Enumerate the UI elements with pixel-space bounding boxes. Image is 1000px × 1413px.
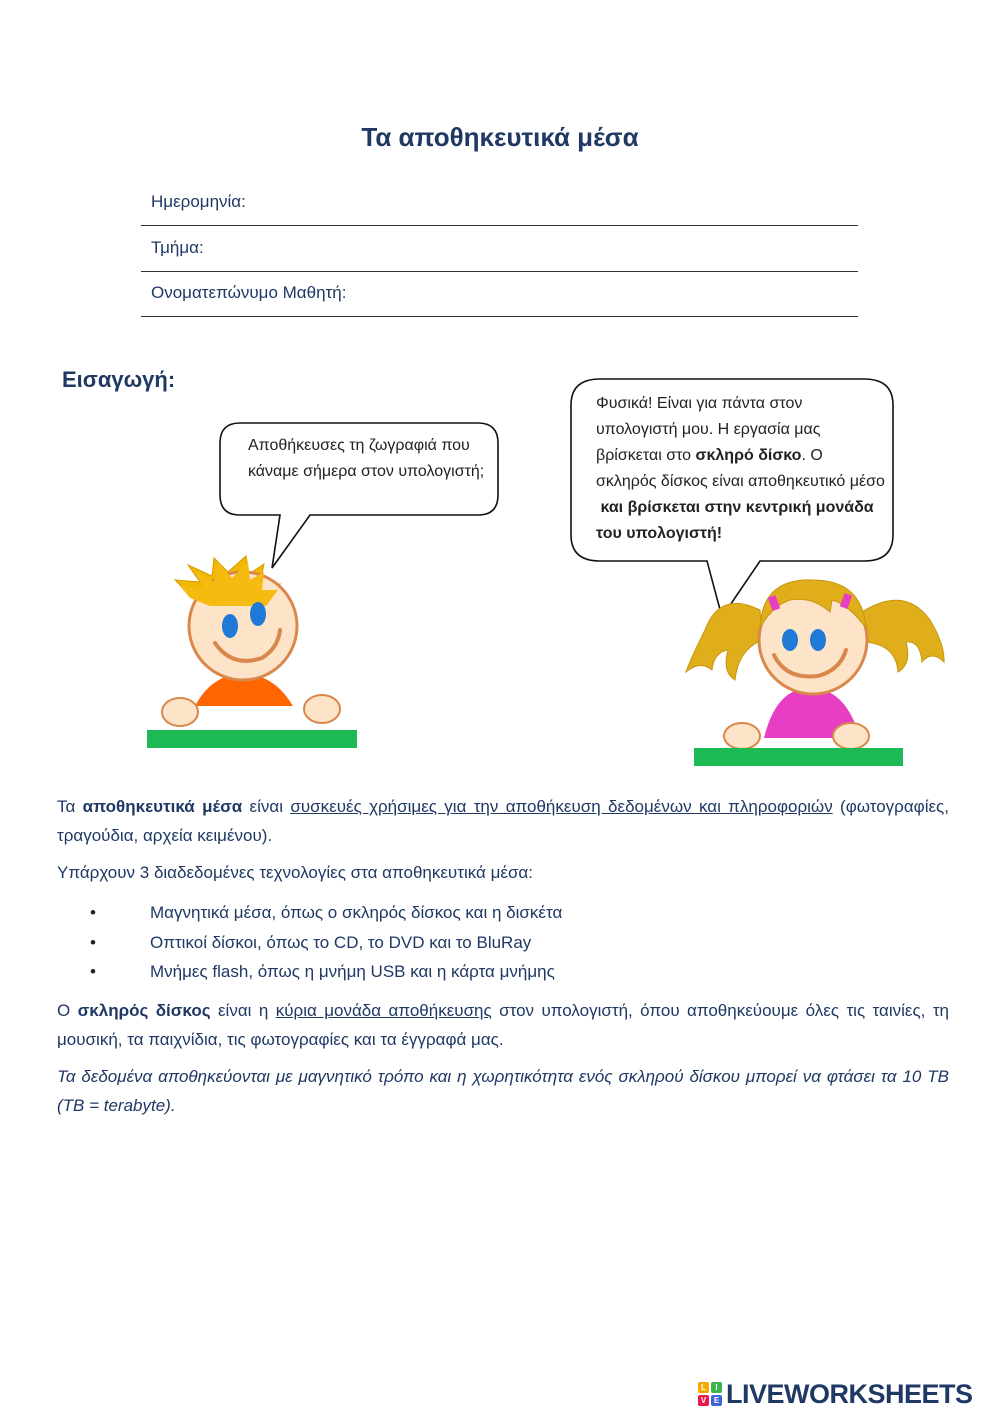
- boy-left-hand: [162, 698, 198, 726]
- para1-pre: Τα: [57, 797, 83, 816]
- boy-left-eye: [222, 614, 238, 638]
- list-item: [90, 898, 950, 928]
- date-field[interactable]: [141, 180, 858, 226]
- boy-speech-text: Αποθήκευσες τη ζωγραφιά που κάναμε σήμερα στον υπολογιστή;: [248, 437, 485, 480]
- girl-left-hand: [724, 723, 760, 749]
- para3-mid: είναι η: [210, 1001, 276, 1020]
- technologies-list: [90, 898, 950, 987]
- class-field[interactable]: [141, 226, 858, 272]
- liveworksheets-wordmark: LIVEWORKSHEETS: [726, 1378, 973, 1409]
- girl-speech-bold1: σκληρό δίσκο: [695, 447, 802, 464]
- list-item-text: Μαγνητικά μέσα, όπως ο σκληρός δίσκος και η δισκέτα: [150, 903, 563, 922]
- girl-right-hand: [833, 723, 869, 749]
- para1-mid: είναι: [242, 797, 291, 816]
- bullet-icon: •: [90, 962, 96, 981]
- student-name-field[interactable]: [141, 271, 858, 317]
- liveworksheets-logo-icon: [698, 1382, 722, 1406]
- girl-table: [694, 748, 903, 766]
- girl-left-eye: [782, 629, 798, 651]
- para3-bold: σκληρός δίσκος: [77, 1001, 211, 1020]
- girl-speech-text: [596, 391, 886, 547]
- para1-underline: συσκευές χρήσιμες για την αποθήκευση δεδομένων και πληροφοριών: [290, 797, 833, 816]
- girl-character: [686, 580, 944, 766]
- logo-letter: V: [698, 1395, 709, 1406]
- boy-character: [147, 556, 357, 748]
- page-title: Τα αποθηκευτικά μέσα: [361, 122, 639, 152]
- girl-right-eye: [810, 629, 826, 651]
- girl-speech-bold2: και βρίσκεται στην κεντρική μονάδα του υπολογιστή!: [596, 499, 874, 542]
- class-label: Τμήμα:: [151, 238, 204, 257]
- student-name-label: Ονοματεπώνυμο Μαθητή:: [151, 283, 347, 302]
- liveworksheets-logo[interactable]: [698, 1380, 973, 1408]
- girl-speech-part1: Φυσικά! Είναι για πάντα στον υπολογιστή μου. Η εργασία μας βρίσκεται στο: [596, 395, 821, 464]
- technologies-intro: Υπάρχουν 3 διαδεδομένες τεχνολογίες στα αποθηκευτικά μέσα:: [57, 863, 533, 882]
- girl-speech-part2: . Ο σκληρός δίσκος είναι αποθηκευτικό μέσο: [596, 447, 885, 490]
- list-item: [90, 928, 950, 958]
- logo-letter: E: [711, 1395, 722, 1406]
- para1-post: (φωτογραφίες, τραγούδια, αρχεία κειμένου).: [57, 797, 949, 845]
- storage-definition-paragraph: [57, 792, 949, 850]
- list-item: [90, 957, 950, 987]
- logo-letter: I: [711, 1382, 722, 1393]
- para1-bold: αποθηκευτικά μέσα: [82, 797, 243, 816]
- boy-right-eye: [250, 602, 266, 626]
- hard-disk-paragraph: [57, 996, 949, 1054]
- girl-right-pigtail: [862, 600, 944, 672]
- bullet-icon: •: [90, 932, 96, 952]
- logo-letter: L: [698, 1382, 709, 1393]
- girl-left-pigtail: [686, 603, 762, 680]
- para3-post: στον υπολογιστή, όπου αποθηκεύουμε όλες τις ταινίες, τη μουσική, τα παιχνίδια, τις φωτογραφίες και τα έγγραφά μας.: [57, 1001, 949, 1049]
- capacity-paragraph: Τα δεδομένα αποθηκεύονται με μαγνητικό τρόπο και η χωρητικότητα ενός σκληρού δίσκου μπορεί να φτάσει τα 10 TB (TB = terabyte).: [57, 1067, 949, 1115]
- bullet-icon: •: [90, 903, 96, 922]
- intro-heading: Εισαγωγή:: [62, 367, 176, 392]
- boy-right-hand: [304, 695, 340, 723]
- list-item-text: Οπτικοί δίσκοι, όπως το CD, το DVD και το BluRay: [150, 932, 532, 952]
- boy-table: [147, 730, 357, 748]
- para3-pre: Ο: [57, 1001, 78, 1020]
- list-item-text: Μνήμες flash, όπως η μνήμη USB και η κάρτα μνήμης: [150, 962, 555, 981]
- date-label: Ημερομηνία:: [151, 192, 246, 211]
- para3-underline: κύρια μονάδα αποθήκευσης: [275, 1001, 492, 1020]
